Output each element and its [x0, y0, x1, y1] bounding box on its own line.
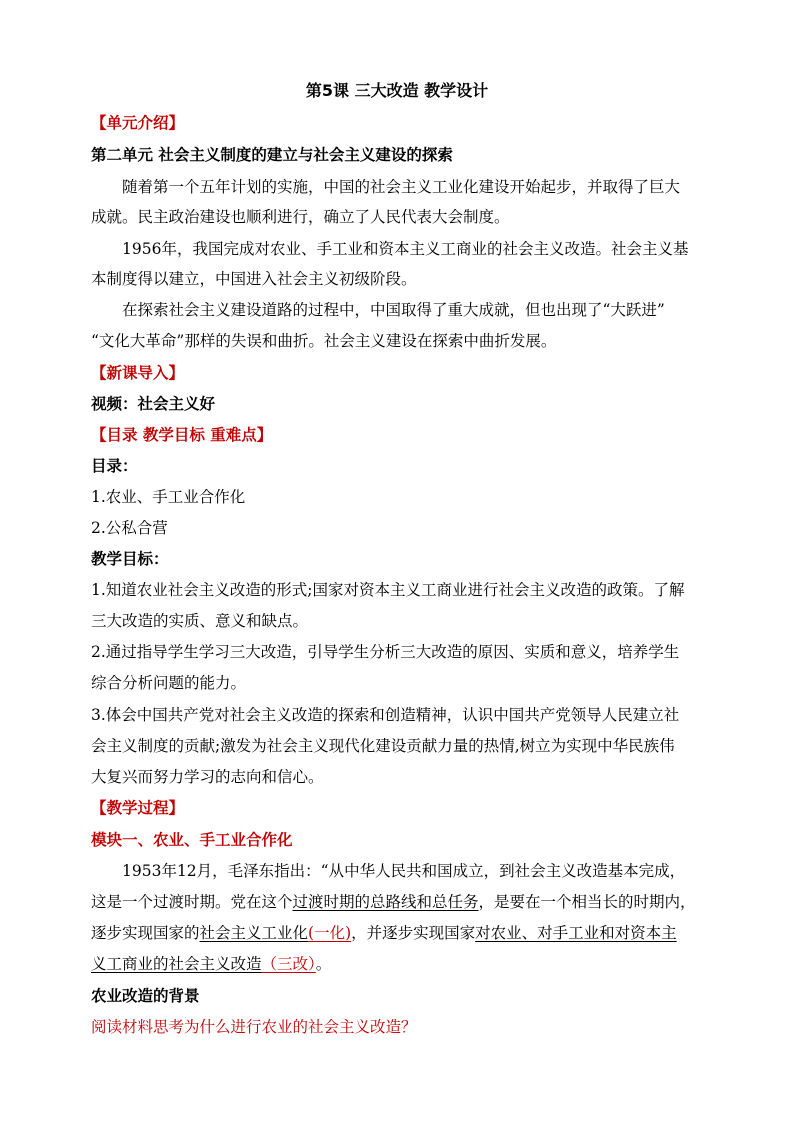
- intro-paragraph-3-line-2: “文化大革命”那样的失误和曲折。社会主义建设在探索中曲折发展。: [91, 332, 557, 350]
- objectives-heading: 【目录 教学目标 重难点】: [91, 426, 273, 444]
- intro-paragraph-3-line-1: 在探索社会主义建设道路的过程中，中国取得了重大成就，但也出现了“大跃进”: [122, 301, 665, 319]
- intro-paragraph-1-line-2: 成就。民主政治建设也顺利进行，确立了人民代表大会制度。: [91, 208, 510, 226]
- process-heading: 【教学过程】: [91, 799, 185, 817]
- quote-text: 。: [315, 955, 332, 973]
- goal-3-line-3: 大复兴而努力学习的志向和信心。: [91, 768, 324, 786]
- goals-label: 教学目标：: [91, 550, 169, 568]
- quote-text: ，是要在一个相当长的时期内，: [478, 893, 696, 911]
- quote-line-2: [91, 891, 711, 913]
- page-title: 第5课 三大改造 教学设计: [305, 81, 489, 100]
- quote-line-1: 1953年12月，毛泽东指出：“从中华人民共和国成立，到社会主义改造基本完成，: [122, 862, 686, 880]
- intro-paragraph-1-line-1: 随着第一个五年计划的实施，中国的社会主义工业化建设开始起步，并取得了巨大: [122, 178, 681, 196]
- goal-1-line-1: 1.知道农业社会主义改造的形式;国家对资本主义工商业进行社会主义改造的政策。了解: [91, 581, 685, 599]
- new-lesson-heading: 【新课导入】: [91, 364, 185, 382]
- discussion-question: 阅读材料思考为什么进行农业的社会主义改造？: [91, 1018, 417, 1036]
- underlined-term: 对农业、对手工业和对资本主: [475, 924, 677, 942]
- underlined-term: 社会主义工业化: [199, 924, 309, 942]
- quote-text: ，并逐步实现国家: [351, 924, 476, 942]
- goal-3-line-1: 3.体会中国共产党对社会主义改造的探索和创造精神，认识中国共产党领导人民建立社: [91, 706, 680, 724]
- goal-3-line-2: 会主义制度的贡献;激发为社会主义现代化建设贡献力量的热情,树立为实现中华民族伟: [91, 737, 675, 755]
- goal-2-line-1: 2.通过指导学生学习三大改造，引导学生分析三大改造的原因、实质和意义，培养学生: [91, 643, 680, 661]
- underlined-term: 过渡时期的总路线和总任务: [292, 893, 479, 911]
- unit-title: 第二单元 社会主义制度的建立与社会主义建设的探索: [91, 146, 453, 164]
- toc-item-1: 1.农业、手工业合作化: [91, 488, 246, 506]
- quote-text: 逐步实现国家的: [91, 924, 200, 942]
- intro-paragraph-2-line-1: 1956年，我国完成对农业、手工业和资本主义工商业的社会主义改造。社会主义基: [122, 240, 689, 258]
- goal-2-line-2: 综合分析问题的能力。: [91, 674, 247, 692]
- unit-intro-heading: 【单元介绍】: [91, 114, 185, 132]
- underlined-term: 义工商业的社会主义改造: [91, 955, 262, 973]
- sub-heading: 农业改造的背景: [91, 987, 200, 1005]
- video-label: 视频：社会主义好: [91, 395, 216, 413]
- toc-label: 目录：: [91, 457, 138, 475]
- quote-line-3: [91, 922, 711, 944]
- highlight-term: （三改）: [261, 955, 316, 973]
- toc-item-2: 2.公私合营: [91, 519, 168, 537]
- quote-line-4: [91, 953, 711, 975]
- highlight-term: (一化): [308, 924, 352, 942]
- intro-paragraph-2-line-2: 本制度得以建立，中国进入社会主义初级阶段。: [91, 270, 417, 288]
- goal-1-line-2: 三大改造的实质、意义和缺点。: [91, 612, 309, 630]
- quote-text: 这是一个过渡时期。党在这个: [91, 893, 293, 911]
- module-1-heading: 模块一、农业、手工业合作化: [91, 831, 293, 849]
